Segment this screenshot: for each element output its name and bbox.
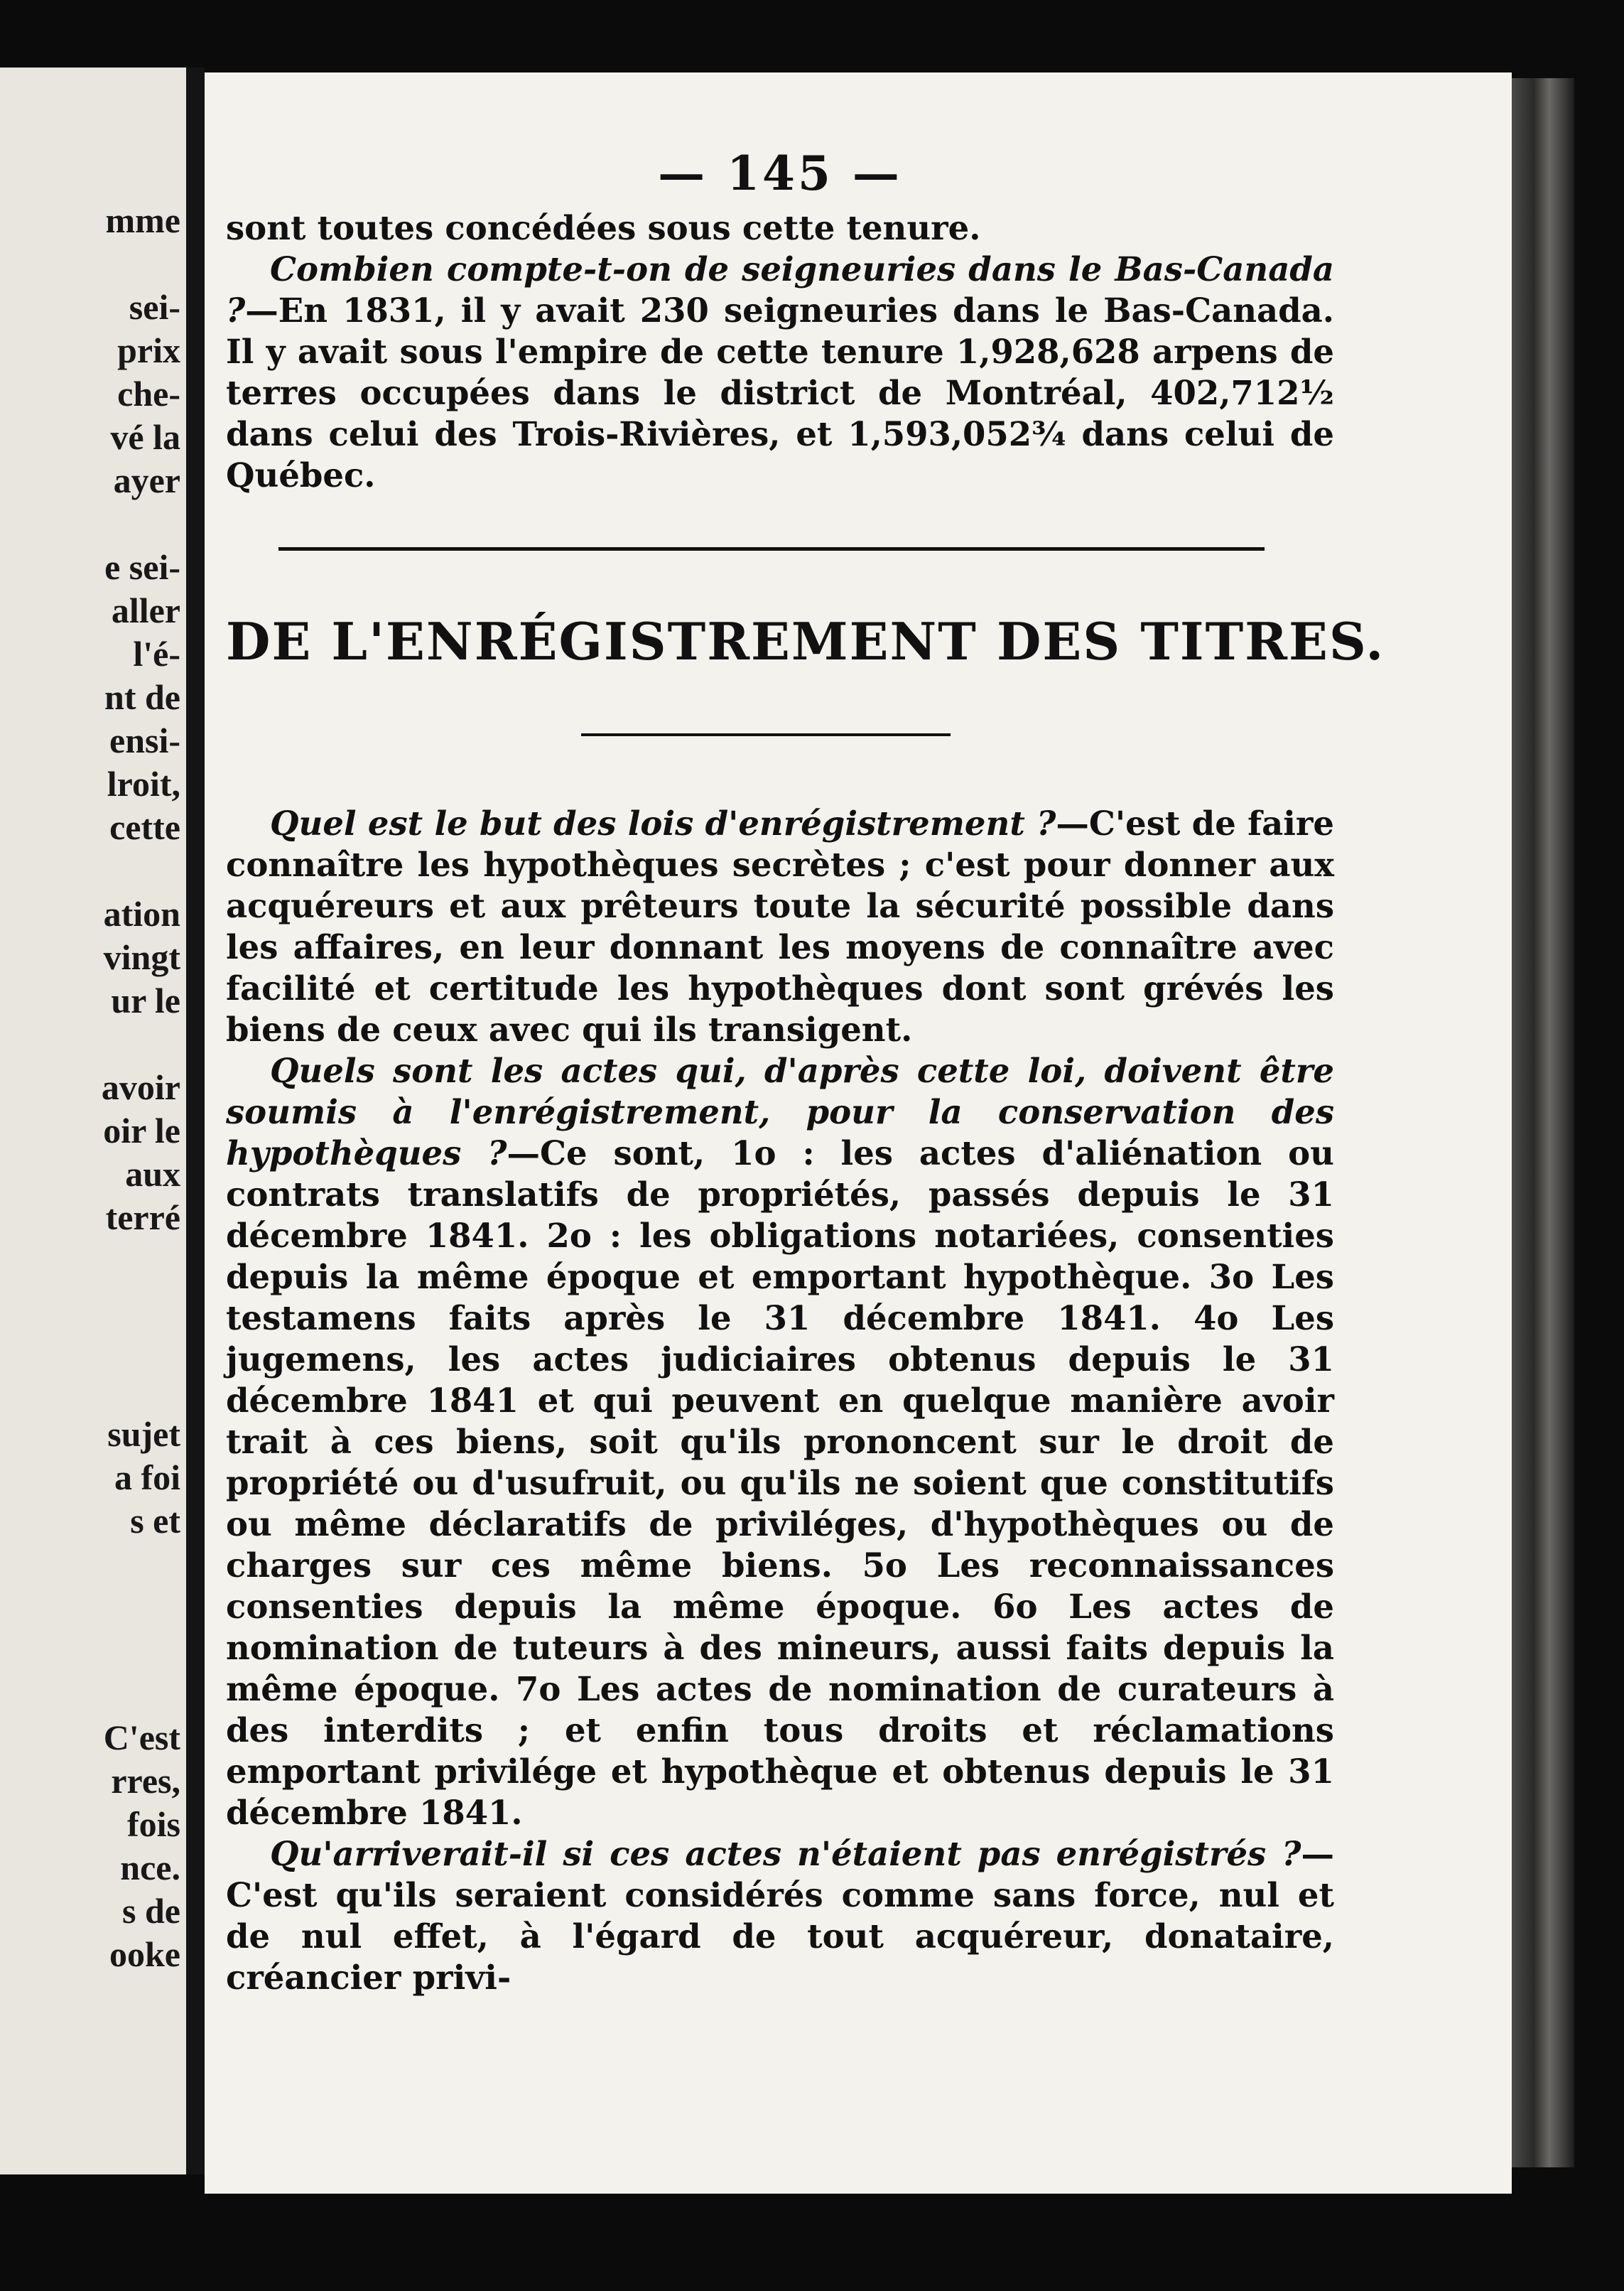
question-actes-soumis: Quels sont les actes qui, d'après cette loi, doivent être soumis à l'enrégistrement, pour la conservation des hypothèques ? (226, 1051, 1334, 1173)
page-number: — 145 — (658, 146, 902, 201)
facing-page-line (102, 1543, 180, 1586)
facing-page-line: ur le (111, 981, 180, 1020)
answer-but-des-lois: —C'est de faire connaître les hypothèques secrètes ; c'est pour donner aux acquéreurs et aux prêteurs toute la sécurité possible dans les affaires, en leur donnant les moyens de connaître avec facilité et certitude les hypothèques dont sont grévés les biens de ceux avec qui ils transigent. (226, 804, 1334, 1049)
facing-page-line: C'est (103, 1718, 180, 1757)
facing-page-line (102, 1369, 180, 1413)
facing-page-text (102, 199, 180, 1976)
facing-page-line: terré (105, 1197, 180, 1237)
facing-page-line: e sei- (104, 547, 180, 587)
facing-page-line: avoir (101, 1067, 180, 1107)
facing-page-line: ooke (109, 1934, 180, 1974)
facing-page-line (102, 1023, 180, 1066)
paragraph-actes-soumis (226, 1050, 1334, 1833)
facing-page-line (102, 849, 180, 893)
facing-page-line (102, 1283, 180, 1326)
answer-non-enregistres: —C'est qu'ils seraient considérés comme sans force, nul et de nul effet, à l'égard de tout acquéreur, donataire, créancier privi- (226, 1834, 1334, 1997)
facing-page-line (102, 242, 180, 286)
section-divider-top (278, 547, 1265, 551)
page-edge (1512, 78, 1574, 2167)
facing-page-line (102, 1326, 180, 1369)
intro-text (226, 207, 1334, 496)
facing-page-line (102, 1673, 180, 1716)
facing-page-line: prix (117, 330, 180, 370)
facing-page-line: rres, (111, 1761, 180, 1801)
facing-page-line: nce. (120, 1848, 180, 1887)
paragraph-but-des-lois (226, 803, 1334, 1050)
section-body (226, 803, 1334, 1998)
answer-actes-soumis: —Ce sont, 1o : les actes d'aliénation ou contrats translatifs de propriétés, passés depuis le 31 décembre 1841. 2o : les obligations notariées, consenties depuis la même époque et emportant hypothèque. 3o Les testamens faits après le 31 décembre 1841. 4o Les jugemens, les actes judiciaires obtenus depuis le 31 décembre 1841 et qui peuvent en quelque manière avoir trait à ces biens, soit qu'ils prononcent sur le droit de propriété ou d'usufruit, ou qu'ils ne soient que constitutifs ou même déclaratifs de priviléges, d'hypothèques ou de charges sur ces même biens. 5o Les reconnaissances consenties depuis la même époque. 6o Les actes de nomination de tuteurs à des mineurs, aussi faits depuis la même époque. 7o Les actes de nomination de curateurs à des interdits ; et enfin tous droits et réclamations emportant privilége et hypothèque et obtenus depuis le 31 décembre 1841. (226, 1133, 1334, 1832)
facing-page-line: ensi- (109, 721, 180, 760)
carryover-line: sont toutes concédées sous cette tenure. (226, 208, 981, 247)
answer-seigneuries: —En 1831, il y avait 230 seigneuries dans le Bas-Canada. Il y avait sous l'empire de cette tenure 1,928,628 arpens de terres occupées dans le district de Montréal, 402,712½ dans celui des Trois-Rivières, et 1,593,052¾ dans celui de Québec. (226, 291, 1334, 495)
facing-page-line: che- (117, 374, 180, 414)
facing-page-line: ayer (113, 460, 180, 500)
facing-page-line: sei- (129, 287, 180, 327)
paragraph-seigneuries (226, 249, 1334, 496)
facing-page-line: sujet (107, 1414, 180, 1454)
facing-page-line (102, 1239, 180, 1283)
question-seigneuries: Combien compte-t-on de seigneuries dans le Bas-Canada ? (226, 249, 1334, 330)
facing-page-line: s et (130, 1501, 180, 1541)
question-non-enregistres: Qu'arriverait-il si ces actes n'étaient pas enrégistrés ? (270, 1834, 1301, 1873)
facing-page-line: l'é- (133, 634, 180, 674)
question-but-des-lois: Quel est le but des lois d'enrégistrement ? (270, 804, 1056, 843)
facing-page-line: cette (109, 807, 180, 847)
facing-page-line: aux (125, 1154, 180, 1194)
facing-page-line: ation (103, 894, 180, 934)
facing-page-line: mme (105, 200, 180, 240)
facing-page-line: s de (122, 1891, 180, 1931)
facing-page-line: a foi (114, 1457, 180, 1497)
book-gutter (186, 68, 205, 2174)
facing-page-line: nt de (104, 677, 180, 717)
facing-page-line (102, 1629, 180, 1673)
facing-page-line: vingt (103, 937, 180, 977)
facing-page-line: vé la (110, 417, 180, 457)
facing-page-fragment (0, 68, 186, 2174)
facing-page-line: lroit, (107, 764, 180, 804)
facing-page-line: oir le (103, 1111, 180, 1150)
paragraph-non-enregistres (226, 1833, 1334, 1998)
facing-page-line: aller (111, 591, 180, 630)
facing-page-line (102, 1586, 180, 1629)
section-divider-short (581, 733, 951, 736)
facing-page-line (102, 502, 180, 546)
facing-page-line: fois (127, 1804, 180, 1844)
section-heading: DE L'ENRÉGISTREMENT DES TITRES. (226, 611, 1385, 672)
